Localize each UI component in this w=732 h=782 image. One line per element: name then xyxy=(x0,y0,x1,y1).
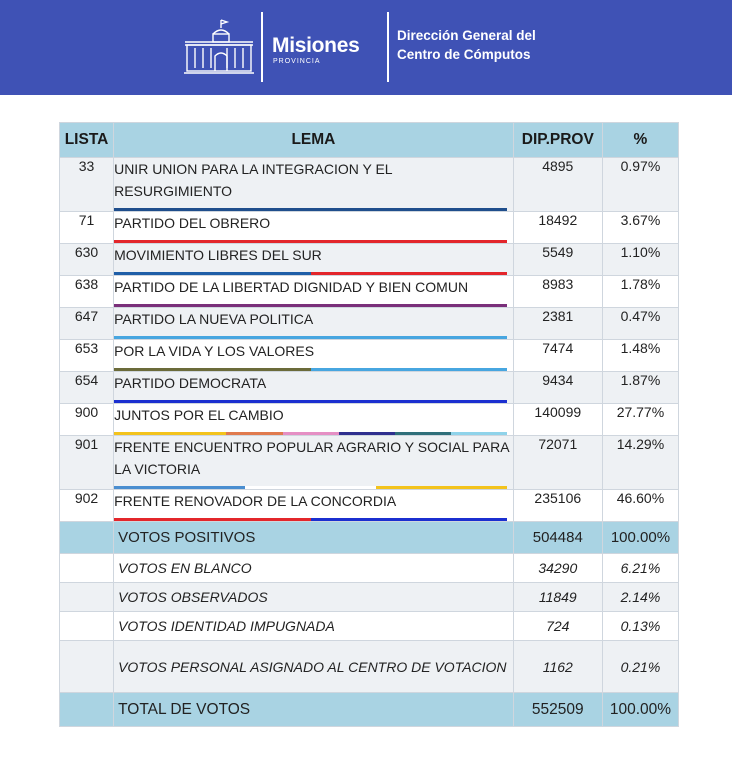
header-divider xyxy=(387,12,389,82)
lista-cell: 654 xyxy=(60,372,114,404)
dip-cell: 4895 xyxy=(513,158,602,212)
pct-cell: 2.14% xyxy=(602,583,678,612)
lema-cell: VOTOS POSITIVOS xyxy=(114,522,514,554)
lema-cell xyxy=(114,404,514,436)
pct-cell: 1.48% xyxy=(602,340,678,372)
dip-cell: 18492 xyxy=(513,212,602,244)
positive-votes-row xyxy=(60,522,679,554)
table-row xyxy=(60,612,679,641)
lema-cell xyxy=(114,372,514,404)
dip-cell: 11849 xyxy=(513,583,602,612)
lema-cell: VOTOS OBSERVADOS xyxy=(114,583,514,612)
lista-cell: 653 xyxy=(60,340,114,372)
lema-text: FRENTE ENCUENTRO POPULAR AGRARIO Y SOCIAL PARA LA VICTORIA xyxy=(114,439,509,477)
column-header-lema: LEMA xyxy=(114,123,514,158)
lista-cell xyxy=(60,641,114,693)
table-row xyxy=(60,308,679,340)
lista-cell xyxy=(60,693,114,727)
dip-cell: 140099 xyxy=(513,404,602,436)
table-row xyxy=(60,212,679,244)
page-header xyxy=(0,0,732,95)
lema-text: MOVIMIENTO LIBRES DEL SUR xyxy=(114,247,322,263)
column-header-lista: LISTA xyxy=(60,123,114,158)
department-title: Dirección General del Centro de Cómputos xyxy=(397,28,536,62)
pct-cell: 3.67% xyxy=(602,212,678,244)
dip-cell: 2381 xyxy=(513,308,602,340)
table-row xyxy=(60,641,679,693)
header-divider xyxy=(261,12,263,82)
table-row xyxy=(60,372,679,404)
brand-subtitle: PROVINCIA xyxy=(273,58,321,65)
column-header-dip: DIP.PROV xyxy=(513,123,602,158)
dip-cell: 235106 xyxy=(513,490,602,522)
lema-cell: TOTAL DE VOTOS xyxy=(114,693,514,727)
lista-cell: 638 xyxy=(60,276,114,308)
lista-cell: 630 xyxy=(60,244,114,276)
lema-text: PARTIDO DEMOCRATA xyxy=(114,375,267,391)
pct-cell: 0.47% xyxy=(602,308,678,340)
lema-cell xyxy=(114,276,514,308)
dip-cell: 1162 xyxy=(513,641,602,693)
pct-cell: 1.10% xyxy=(602,244,678,276)
lista-cell: 33 xyxy=(60,158,114,212)
lema-text: FRENTE RENOVADOR DE LA CONCORDIA xyxy=(114,493,397,509)
dip-cell: 7474 xyxy=(513,340,602,372)
lema-cell: VOTOS IDENTIDAD IMPUGNADA xyxy=(114,612,514,641)
lista-cell: 900 xyxy=(60,404,114,436)
brand-name: Misiones xyxy=(272,34,360,57)
lema-cell xyxy=(114,340,514,372)
lista-cell xyxy=(60,583,114,612)
pct-cell: 100.00% xyxy=(602,693,678,727)
total-votes-row xyxy=(60,693,679,727)
table-row xyxy=(60,583,679,612)
dip-cell: 9434 xyxy=(513,372,602,404)
lema-text: PARTIDO DE LA LIBERTAD DIGNIDAD Y BIEN COMUN xyxy=(114,279,469,295)
dip-cell: 34290 xyxy=(513,554,602,583)
lista-cell xyxy=(60,612,114,641)
table-row xyxy=(60,244,679,276)
pct-cell: 6.21% xyxy=(602,554,678,583)
lema-text: JUNTOS POR EL CAMBIO xyxy=(114,407,284,423)
lista-cell xyxy=(60,522,114,554)
lema-text: POR LA VIDA Y LOS VALORES xyxy=(114,343,315,359)
lista-cell: 71 xyxy=(60,212,114,244)
results-table xyxy=(59,122,679,727)
table-header-row xyxy=(60,123,679,158)
dip-cell: 5549 xyxy=(513,244,602,276)
pct-cell: 14.29% xyxy=(602,436,678,490)
pct-cell: 0.21% xyxy=(602,641,678,693)
dip-cell: 504484 xyxy=(513,522,602,554)
pct-cell: 46.60% xyxy=(602,490,678,522)
table-row xyxy=(60,276,679,308)
lema-cell xyxy=(114,244,514,276)
table-row xyxy=(60,436,679,490)
lema-cell: VOTOS EN BLANCO xyxy=(114,554,514,583)
lema-text: PARTIDO DEL OBRERO xyxy=(114,215,271,231)
lema-cell: VOTOS PERSONAL ASIGNADO AL CENTRO DE VOTACION xyxy=(114,641,514,693)
lema-cell xyxy=(114,436,514,490)
dip-cell: 8983 xyxy=(513,276,602,308)
lema-cell xyxy=(114,490,514,522)
pct-cell: 100.00% xyxy=(602,522,678,554)
lista-cell xyxy=(60,554,114,583)
lema-cell xyxy=(114,212,514,244)
pct-cell: 27.77% xyxy=(602,404,678,436)
lema-text: PARTIDO LA NUEVA POLITICA xyxy=(114,311,314,327)
pct-cell: 0.97% xyxy=(602,158,678,212)
lema-cell xyxy=(114,308,514,340)
lista-cell: 901 xyxy=(60,436,114,490)
dip-cell: 72071 xyxy=(513,436,602,490)
lema-text: UNIR UNION PARA LA INTEGRACION Y EL RESURGIMIENTO xyxy=(114,161,393,199)
lista-cell: 647 xyxy=(60,308,114,340)
table-row xyxy=(60,158,679,212)
column-header-pct: % xyxy=(602,123,678,158)
pct-cell: 0.13% xyxy=(602,612,678,641)
government-building-logo-icon xyxy=(183,18,255,76)
table-row xyxy=(60,490,679,522)
table-row xyxy=(60,340,679,372)
dip-cell: 724 xyxy=(513,612,602,641)
lema-cell xyxy=(114,158,514,212)
pct-cell: 1.87% xyxy=(602,372,678,404)
dip-cell: 552509 xyxy=(513,693,602,727)
table-row xyxy=(60,554,679,583)
lista-cell: 902 xyxy=(60,490,114,522)
pct-cell: 1.78% xyxy=(602,276,678,308)
table-row xyxy=(60,404,679,436)
